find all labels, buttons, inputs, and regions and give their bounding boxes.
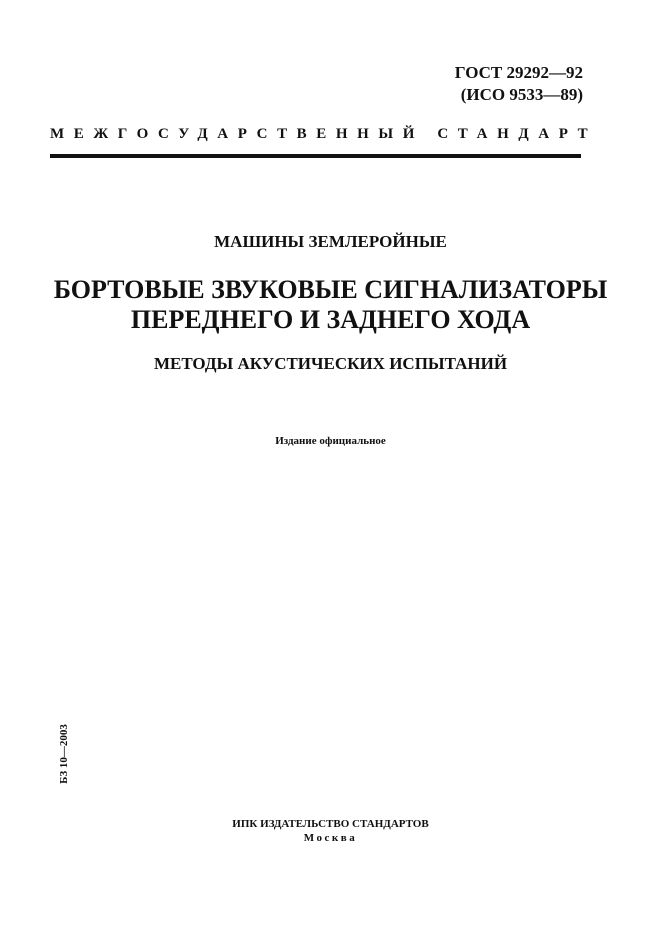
standard-codes [455,62,583,106]
main-title-line-2: ПЕРЕДНЕГО И ЗАДНЕГО ХОДА [130,305,531,334]
publisher-name: ИПК ИЗДАТЕЛЬСТВО СТАНДАРТОВ [232,818,429,830]
gost-code: ГОСТ 29292—92 [454,63,583,82]
bz-code: БЗ 10—2003 [58,724,70,784]
subtitle: МЕТОДЫ АКУСТИЧЕСКИХ ИСПЫТАНИЙ [153,354,508,373]
interstate-standard-label: МЕЖГОСУДАРСТВЕННЫЙ СТАНДАРТ [50,126,598,142]
main-title-line-1: БОРТОВЫЕ ЗВУКОВЫЕ СИГНАЛИЗАТОРЫ [53,275,608,304]
edition-note: Издание официальное [275,435,386,447]
header-rule [50,154,581,158]
iso-code: (ИСО 9533—89) [460,85,583,104]
publisher-city: Москва [303,832,358,844]
main-title [0,275,661,335]
category-title: МАШИНЫ ЗЕМЛЕРОЙНЫЕ [214,232,447,251]
